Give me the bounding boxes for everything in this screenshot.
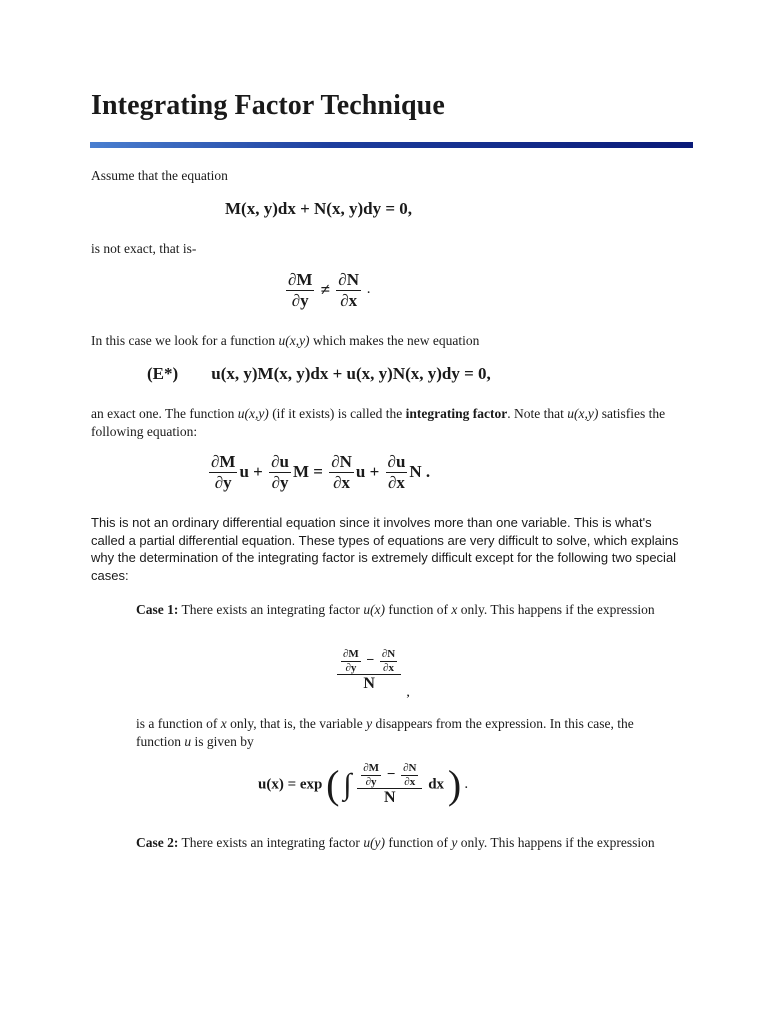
equation-3: (E*) u(x, y)M(x, y)dx + u(x, y)N(x, y)dy = 0, <box>147 364 491 383</box>
equation-5: u(x) = exp ( ∫ $\frac{\partial M}{\partial y}$ − $\frac{\partial N}{\partial x}$ N dx ) . <box>258 761 468 807</box>
expression-1: $\frac{\partial M}{\partial y}$ − $\frac{\partial N}{\partial x}$ N $_,$ <box>335 648 409 699</box>
equation-label: (E*) <box>147 364 179 383</box>
page-title: Integrating Factor Technique <box>91 90 445 121</box>
case-1-continued: is a function of x only, that is, the variable y disappears from the expression. In this case, the function u is given by <box>136 716 634 749</box>
equation-2: $\frac{\partial M}{\partial y}$ ≠ $\frac{\partial N}{\partial x}$ . <box>288 270 370 310</box>
case-2-text: Case 2: There exists an integrating factor u(y) function of y only. This happens if the expression <box>136 835 655 850</box>
equation-1: M(x, y)dx + N(x, y)dy = 0, <box>225 199 412 218</box>
look-for-text: In this case we look for a function u(x,y) which makes the new equation <box>91 333 480 348</box>
pde-paragraph: This is not an ordinary differential equation since it involves more than one variable. This is what's called a partial differential equation. These types of equations are very difficult to solve, which explains why the determination of the integrating factor is extremely difficult except for the following two special cases: <box>91 515 679 583</box>
title-divider <box>90 142 693 148</box>
exact-text: an exact one. The function u(x,y) (if it exists) is called the integrating factor. Note that u(x,y) satisfies the following equation: <box>91 406 666 439</box>
equation-4: $\frac{\partial M}{\partial y}$ u + $\frac{\partial u}{\partial y}$ M = $\frac{\partial N}{\partial x}$ u + $\frac{\partial u}{\partial x}$ N . <box>211 452 431 492</box>
not-exact-text: is not exact, that is- <box>91 241 197 256</box>
intro-text: Assume that the equation <box>91 168 228 183</box>
case-1-text: Case 1: There exists an integrating factor u(x) function of x only. This happens if the expression <box>136 602 655 617</box>
